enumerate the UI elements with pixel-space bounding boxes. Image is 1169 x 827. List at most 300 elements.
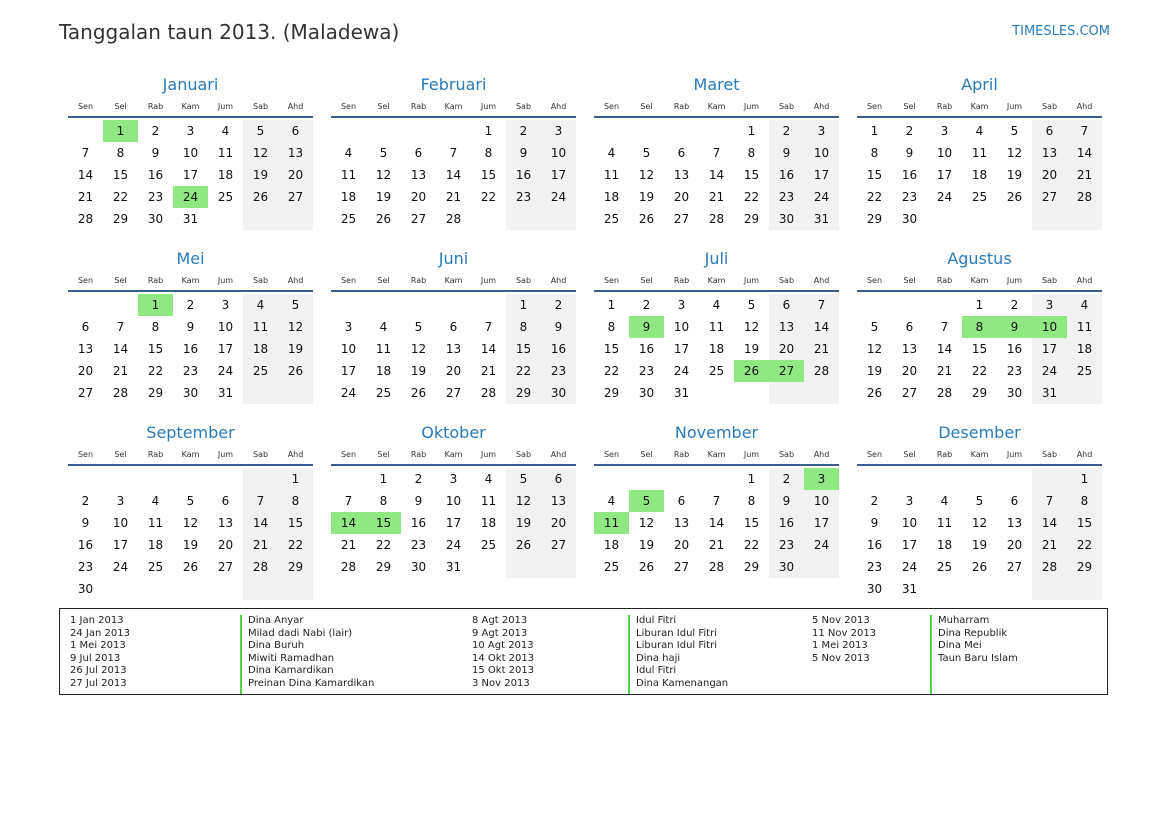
day-cell: 3	[344, 320, 353, 334]
day-cell: 22	[278, 534, 313, 556]
day-cell: 28	[708, 560, 725, 574]
day-cell: 26	[638, 212, 655, 226]
month-juni	[331, 246, 576, 420]
month-name: September	[146, 423, 235, 442]
legend-date: 14 Okt 2013	[472, 652, 535, 664]
weekday-label: Kam	[444, 276, 463, 285]
day-cell: 16	[866, 538, 883, 552]
month-februari	[331, 72, 576, 246]
day-cell: 15	[112, 168, 129, 182]
day-grid	[331, 468, 576, 578]
day-cell: 24	[673, 364, 690, 378]
legend-holiday-name: Dina Kamenangan	[636, 677, 729, 689]
day-cell: 9	[81, 516, 90, 530]
day-cell: 28	[804, 360, 839, 382]
empty-cell	[892, 468, 927, 490]
day-cell: 2	[769, 120, 804, 142]
day-cell: 28	[480, 386, 497, 400]
day-cell: 6	[449, 320, 458, 334]
day-cell: 16	[541, 338, 576, 360]
day-cell: 18	[603, 538, 620, 552]
day-cell: 7	[1032, 490, 1067, 512]
day-cell: 8	[151, 320, 160, 334]
day-cell: 5	[747, 298, 756, 312]
day-cell: 16	[901, 168, 918, 182]
day-cell: 9	[506, 142, 541, 164]
weekday-label: Ahd	[1076, 450, 1093, 459]
legend-date: 15 Okt 2013	[472, 665, 535, 677]
day-cell: 28	[445, 212, 462, 226]
month-name: Maret	[693, 75, 740, 94]
day-cell: 4	[344, 146, 353, 160]
empty-cell	[997, 578, 1032, 600]
weekday-label: Kam	[181, 102, 200, 111]
day-cell: 25	[936, 560, 953, 574]
weekday-label: Ahd	[287, 276, 304, 285]
day-cell: 11	[243, 316, 278, 338]
month-agustus	[857, 246, 1102, 420]
day-cell: 18	[375, 364, 392, 378]
day-cell: 25	[217, 190, 234, 204]
day-cell: 5	[870, 320, 879, 334]
month-name: November	[674, 423, 759, 442]
day-cell: 26	[506, 534, 541, 556]
day-cell: 13	[278, 142, 313, 164]
day-cell: 17	[182, 168, 199, 182]
empty-cell	[962, 578, 997, 600]
empty-cell	[857, 468, 892, 490]
day-cell: 30	[147, 212, 164, 226]
weekday-label: Rab	[147, 102, 164, 111]
day-cell: 13	[217, 516, 234, 530]
day-cell: 9	[151, 146, 160, 160]
day-cell: 27	[278, 186, 313, 208]
day-cell: 6	[278, 120, 313, 142]
day-cell: 27	[673, 560, 690, 574]
day-cell: 10	[541, 142, 576, 164]
legend-date: 1 Mei 2013	[70, 640, 126, 652]
day-cell: 6	[677, 146, 686, 160]
day-cell: 30	[1006, 386, 1023, 400]
weekday-label: Ahd	[550, 276, 567, 285]
day-cell: 22	[743, 190, 760, 204]
month-november	[594, 420, 839, 600]
empty-cell	[997, 468, 1032, 490]
weekday-label: Sen	[866, 276, 883, 285]
day-cell: 27	[77, 386, 94, 400]
day-cell: 20	[769, 338, 804, 360]
day-cell: 8	[379, 494, 388, 508]
weekday-label: Ahd	[1076, 102, 1093, 111]
day-cell: 8	[747, 494, 756, 508]
day-cell: 8	[278, 490, 313, 512]
day-cell: 2	[642, 298, 651, 312]
empty-cell	[208, 578, 243, 600]
day-cell: 15	[506, 338, 541, 360]
empty-cell	[699, 120, 734, 142]
weekday-label: Ahd	[813, 276, 830, 285]
weekday-label: Jum	[217, 102, 234, 111]
empty-cell	[541, 208, 576, 230]
day-cell: 25	[340, 212, 357, 226]
day-cell: 7	[804, 294, 839, 316]
day-cell: 19	[243, 164, 278, 186]
day-cell: 30	[769, 208, 804, 230]
day-cell: 10	[1032, 316, 1067, 338]
day-cell: 21	[243, 534, 278, 556]
day-cell: 13	[673, 516, 690, 530]
weekday-label: Sab	[515, 450, 532, 459]
day-cell: 18	[147, 538, 164, 552]
month-maret	[594, 72, 839, 246]
day-cell: 29	[112, 212, 129, 226]
day-cell: 29	[1067, 556, 1102, 578]
day-cell: 19	[1006, 168, 1023, 182]
day-cell: 18	[936, 538, 953, 552]
month-desember	[857, 420, 1102, 600]
day-cell: 26	[638, 560, 655, 574]
day-grid	[857, 468, 1102, 600]
day-cell: 20	[217, 538, 234, 552]
day-cell: 15	[743, 168, 760, 182]
weekday-label: Sen	[340, 102, 357, 111]
day-cell: 26	[734, 360, 769, 382]
day-cell: 27	[217, 560, 234, 574]
day-cell: 2	[186, 298, 195, 312]
day-cell: 5	[243, 120, 278, 142]
empty-cell	[471, 208, 506, 230]
day-cell: 20	[445, 364, 462, 378]
day-grid	[594, 468, 839, 578]
weekday-label: Sel	[377, 450, 390, 459]
weekday-label: Sen	[340, 276, 357, 285]
day-cell: 1	[1067, 468, 1102, 490]
empty-cell	[594, 468, 629, 490]
legend-date: 9 Jul 2013	[70, 652, 121, 664]
day-cell: 2	[414, 472, 423, 486]
day-cell: 9	[186, 320, 195, 334]
weekday-label: Jum	[480, 276, 497, 285]
day-cell: 21	[112, 364, 129, 378]
site-link[interactable]: TIMESLES.COM	[1012, 24, 1110, 39]
day-cell: 28	[112, 386, 129, 400]
weekday-label: Ahd	[813, 450, 830, 459]
month-name: Mei	[176, 249, 205, 268]
day-cell: 12	[182, 516, 199, 530]
day-cell: 7	[484, 320, 493, 334]
day-cell: 28	[1032, 556, 1067, 578]
day-cell: 26	[243, 186, 278, 208]
day-cell: 14	[331, 512, 366, 534]
day-cell: 14	[445, 168, 462, 182]
empty-cell	[401, 294, 436, 316]
legend-date: 10 Agt 2013	[472, 640, 534, 652]
day-cell: 28	[936, 386, 953, 400]
weekday-label: Sen	[340, 450, 357, 459]
day-cell: 25	[708, 364, 725, 378]
day-cell: 4	[243, 294, 278, 316]
empty-cell	[173, 468, 208, 490]
weekday-label: Sab	[252, 102, 269, 111]
day-cell: 13	[445, 342, 462, 356]
day-cell: 9	[870, 516, 879, 530]
day-cell: 8	[962, 316, 997, 338]
empty-cell	[1032, 578, 1067, 600]
month-name: Februari	[420, 75, 487, 94]
day-cell: 16	[77, 538, 94, 552]
weekday-label: Sab	[1041, 276, 1058, 285]
weekday-label: Jum	[1006, 102, 1023, 111]
day-cell: 30	[182, 386, 199, 400]
day-cell: 15	[743, 516, 760, 530]
weekday-label: Jum	[480, 450, 497, 459]
day-cell: 11	[217, 146, 234, 160]
day-cell: 4	[975, 124, 984, 138]
day-cell: 16	[769, 164, 804, 186]
weekday-label: Rab	[936, 102, 953, 111]
weekday-label: Sel	[114, 450, 127, 459]
weekday-label: Sen	[603, 276, 620, 285]
empty-cell	[857, 294, 892, 316]
day-cell: 6	[1010, 494, 1019, 508]
day-cell: 3	[804, 120, 839, 142]
day-cell: 25	[480, 538, 497, 552]
weekday-label: Kam	[181, 450, 200, 459]
day-cell: 19	[506, 512, 541, 534]
weekday-label: Kam	[970, 276, 989, 285]
day-cell: 17	[340, 364, 357, 378]
month-name: Desember	[938, 423, 1021, 442]
empty-cell	[804, 382, 839, 404]
day-cell: 30	[638, 386, 655, 400]
empty-cell	[243, 382, 278, 404]
day-cell: 22	[147, 364, 164, 378]
day-cell: 20	[410, 190, 427, 204]
day-cell: 8	[607, 320, 616, 334]
weekday-label: Sab	[515, 102, 532, 111]
empty-cell	[366, 294, 401, 316]
holiday-legend	[59, 608, 1108, 695]
day-cell: 2	[769, 468, 804, 490]
day-cell: 26	[375, 212, 392, 226]
empty-cell	[103, 578, 138, 600]
day-cell: 11	[971, 146, 988, 160]
day-cell: 21	[708, 190, 725, 204]
empty-cell	[331, 468, 366, 490]
day-cell: 23	[77, 560, 94, 574]
day-cell: 18	[603, 190, 620, 204]
day-cell: 5	[186, 494, 195, 508]
weekday-header	[857, 446, 1102, 466]
day-cell: 30	[866, 582, 883, 596]
day-cell: 1	[607, 298, 616, 312]
day-cell: 22	[1067, 534, 1102, 556]
day-cell: 31	[673, 386, 690, 400]
day-cell: 19	[743, 342, 760, 356]
day-cell: 30	[541, 382, 576, 404]
day-cell: 6	[1032, 120, 1067, 142]
calendar-grid	[68, 72, 1102, 600]
empty-cell	[436, 294, 471, 316]
day-cell: 2	[905, 124, 914, 138]
weekday-label: Ahd	[813, 102, 830, 111]
empty-cell	[594, 120, 629, 142]
empty-cell	[243, 468, 278, 490]
empty-cell	[1032, 208, 1067, 230]
day-cell: 31	[901, 582, 918, 596]
empty-cell	[699, 468, 734, 490]
day-cell: 12	[410, 342, 427, 356]
day-cell: 31	[804, 208, 839, 230]
day-cell: 31	[445, 560, 462, 574]
day-cell: 26	[866, 386, 883, 400]
day-cell: 10	[445, 494, 462, 508]
day-cell: 28	[340, 560, 357, 574]
day-cell: 14	[77, 168, 94, 182]
day-cell: 30	[769, 556, 804, 578]
empty-cell	[278, 208, 313, 230]
day-cell: 24	[936, 190, 953, 204]
day-cell: 4	[379, 320, 388, 334]
day-cell: 28	[708, 212, 725, 226]
day-cell: 10	[182, 146, 199, 160]
day-cell: 27	[541, 534, 576, 556]
day-cell: 2	[870, 494, 879, 508]
day-cell: 14	[936, 342, 953, 356]
weekday-label: Sab	[1041, 450, 1058, 459]
legend-date: 26 Jul 2013	[70, 665, 127, 677]
day-cell: 28	[77, 212, 94, 226]
day-cell: 20	[673, 538, 690, 552]
day-cell: 21	[1067, 164, 1102, 186]
day-grid	[68, 294, 313, 404]
weekday-label: Rab	[147, 276, 164, 285]
day-cell: 7	[344, 494, 353, 508]
day-cell: 1	[506, 294, 541, 316]
day-cell: 3	[905, 494, 914, 508]
day-cell: 15	[366, 512, 401, 534]
day-cell: 28	[1067, 186, 1102, 208]
day-cell: 20	[77, 364, 94, 378]
day-cell: 14	[112, 342, 129, 356]
weekday-label: Sel	[903, 276, 916, 285]
day-cell: 17	[1032, 338, 1067, 360]
day-cell: 26	[182, 560, 199, 574]
weekday-label: Jum	[1006, 450, 1023, 459]
day-cell: 4	[607, 494, 616, 508]
day-cell: 26	[278, 360, 313, 382]
day-cell: 11	[936, 516, 953, 530]
day-cell: 4	[221, 124, 230, 138]
day-cell: 5	[278, 294, 313, 316]
day-cell: 5	[629, 490, 664, 512]
weekday-label: Kam	[444, 102, 463, 111]
empty-cell	[962, 468, 997, 490]
day-cell: 25	[375, 386, 392, 400]
day-cell: 8	[506, 316, 541, 338]
empty-cell	[68, 294, 103, 316]
day-cell: 23	[410, 538, 427, 552]
day-cell: 12	[1006, 146, 1023, 160]
day-cell: 17	[112, 538, 129, 552]
empty-cell	[278, 382, 313, 404]
weekday-header	[594, 98, 839, 118]
day-cell: 22	[866, 190, 883, 204]
day-cell: 4	[712, 298, 721, 312]
day-cell: 18	[480, 516, 497, 530]
day-cell: 20	[673, 190, 690, 204]
weekday-label: Rab	[936, 450, 953, 459]
day-cell: 13	[673, 168, 690, 182]
day-grid	[594, 294, 839, 404]
day-cell: 29	[375, 560, 392, 574]
day-cell: 23	[638, 364, 655, 378]
weekday-label: Sab	[778, 450, 795, 459]
day-cell: 31	[182, 212, 199, 226]
day-cell: 4	[484, 472, 493, 486]
legend-date: 1 Mei 2013	[812, 640, 868, 652]
month-name: Oktober	[421, 423, 486, 442]
day-cell: 16	[182, 342, 199, 356]
month-name: Januari	[162, 75, 219, 94]
weekday-label: Sel	[640, 276, 653, 285]
day-cell: 5	[642, 146, 651, 160]
day-cell: 20	[541, 512, 576, 534]
day-cell: 6	[221, 494, 230, 508]
weekday-label: Sab	[515, 276, 532, 285]
day-cell: 25	[243, 360, 278, 382]
day-cell: 18	[1067, 338, 1102, 360]
day-cell: 12	[506, 490, 541, 512]
day-cell: 27	[410, 212, 427, 226]
day-cell: 30	[77, 582, 94, 596]
day-cell: 26	[971, 560, 988, 574]
day-grid	[857, 120, 1102, 230]
day-cell: 11	[708, 320, 725, 334]
weekday-label: Jum	[743, 102, 760, 111]
weekday-label: Sel	[640, 450, 653, 459]
day-cell: 7	[712, 146, 721, 160]
day-cell: 19	[638, 190, 655, 204]
weekday-label: Rab	[673, 276, 690, 285]
empty-cell	[1067, 578, 1102, 600]
day-cell: 21	[480, 364, 497, 378]
weekday-label: Kam	[970, 450, 989, 459]
day-cell: 21	[804, 338, 839, 360]
day-cell: 12	[638, 516, 655, 530]
legend-date: 11 Nov 2013	[812, 627, 877, 639]
day-grid	[68, 468, 313, 600]
day-cell: 20	[1032, 164, 1067, 186]
weekday-label: Rab	[936, 276, 953, 285]
weekday-label: Sel	[377, 276, 390, 285]
day-cell: 9	[997, 316, 1032, 338]
day-cell: 2	[81, 494, 90, 508]
day-cell: 27	[673, 212, 690, 226]
weekday-label: Sen	[77, 450, 94, 459]
day-cell: 7	[940, 320, 949, 334]
day-cell: 3	[221, 298, 230, 312]
weekday-label: Kam	[707, 450, 726, 459]
day-cell: 21	[77, 190, 94, 204]
day-cell: 22	[506, 360, 541, 382]
day-cell: 12	[278, 316, 313, 338]
day-cell: 13	[77, 342, 94, 356]
weekday-label: Sen	[77, 276, 94, 285]
day-cell: 1	[103, 120, 138, 142]
empty-cell	[927, 208, 962, 230]
weekday-label: Kam	[444, 450, 463, 459]
